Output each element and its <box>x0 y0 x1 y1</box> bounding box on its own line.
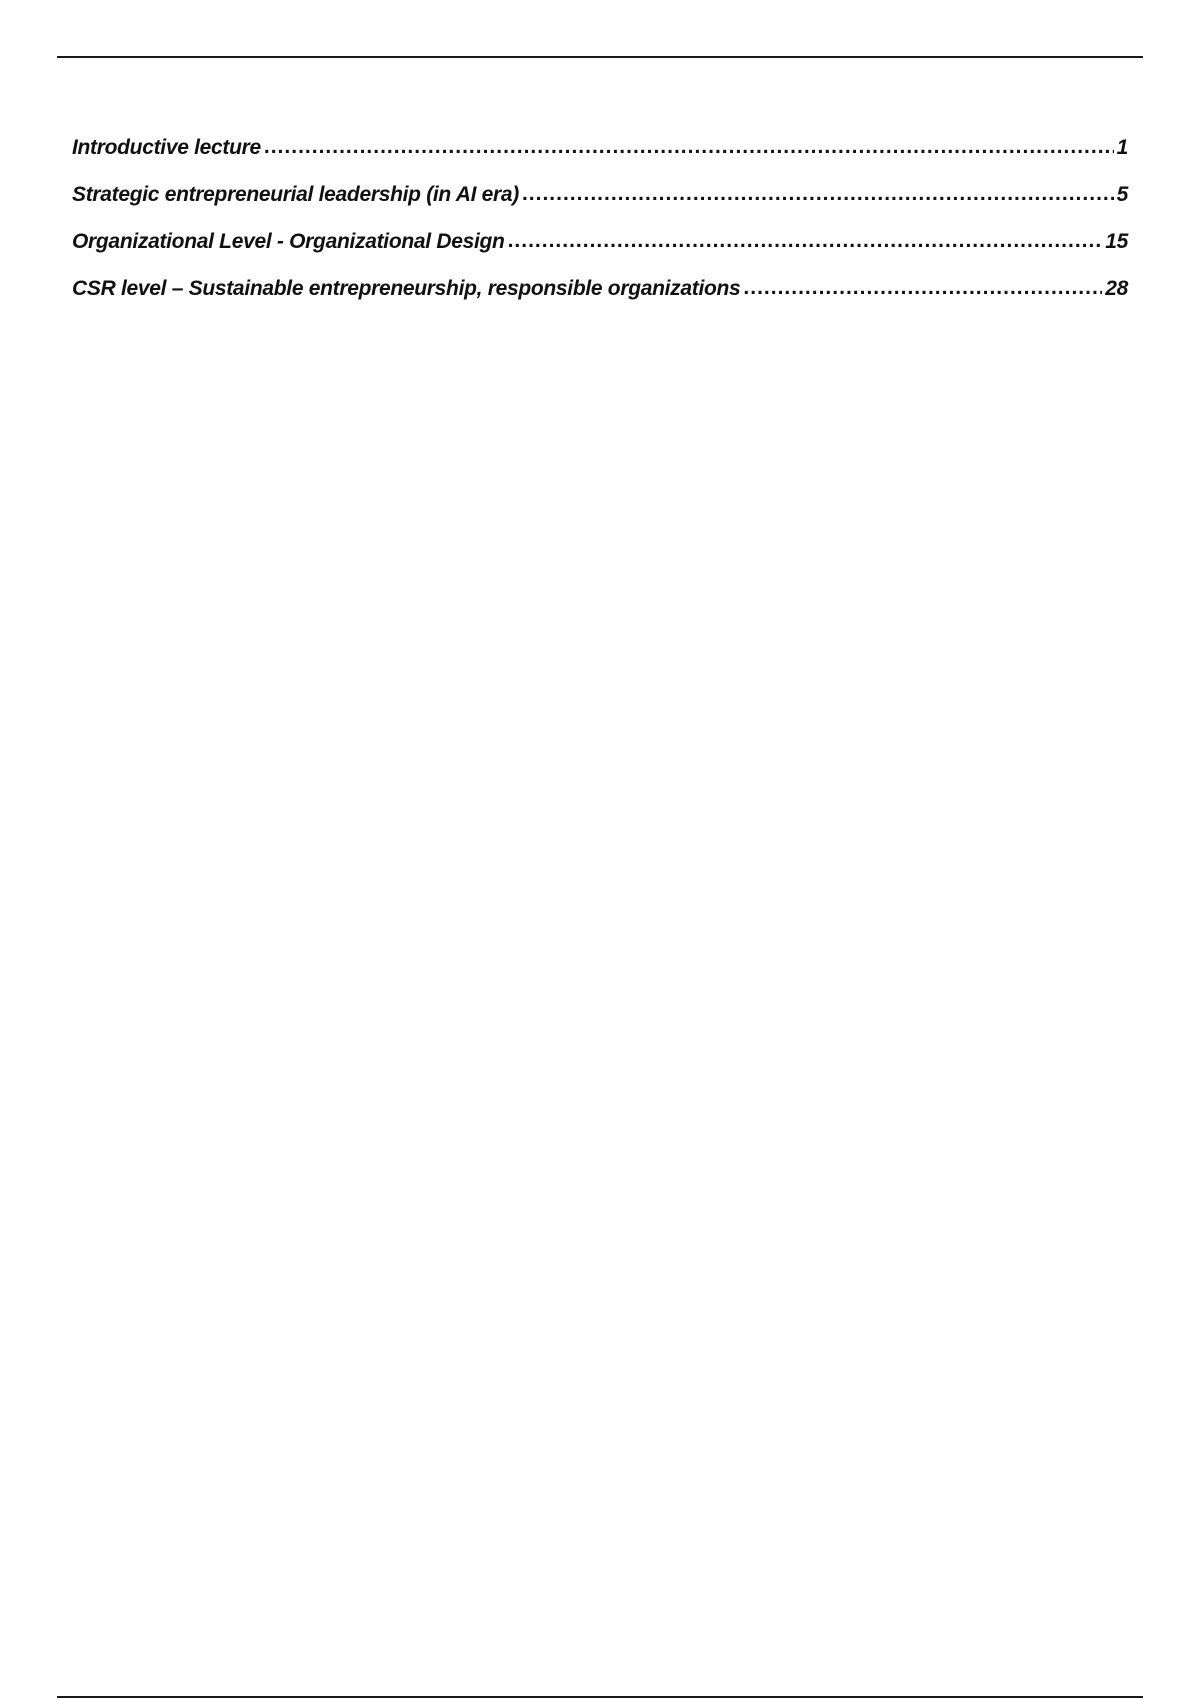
footer-rule <box>57 1696 1143 1698</box>
toc-entry-page-number: 5 <box>1116 183 1128 206</box>
toc-entry-page-number: 15 <box>1105 230 1128 253</box>
toc-entry-page-number: 1 <box>1116 136 1128 159</box>
toc-entry-introductive-lecture[interactable] <box>72 136 1128 183</box>
toc-entry-page-number: 28 <box>1105 277 1128 300</box>
table-of-contents <box>72 136 1128 324</box>
toc-dot-leader <box>508 229 1103 253</box>
toc-entry-title: Introductive lecture <box>72 136 261 159</box>
toc-entry-title: Strategic entrepreneurial leadership (in AI era) <box>72 183 519 206</box>
toc-entry-csr-level[interactable] <box>72 277 1128 324</box>
toc-dot-leader <box>522 182 1114 206</box>
toc-entry-strategic-leadership[interactable] <box>72 183 1128 230</box>
toc-entry-title: Organizational Level - Organizational Design <box>72 230 505 253</box>
toc-dot-leader <box>264 135 1114 159</box>
toc-entry-title: CSR level – Sustainable entrepreneurship, responsible organizations <box>72 277 741 300</box>
toc-entry-organizational-design[interactable] <box>72 230 1128 277</box>
toc-dot-leader <box>743 276 1102 300</box>
header-rule <box>57 56 1143 58</box>
